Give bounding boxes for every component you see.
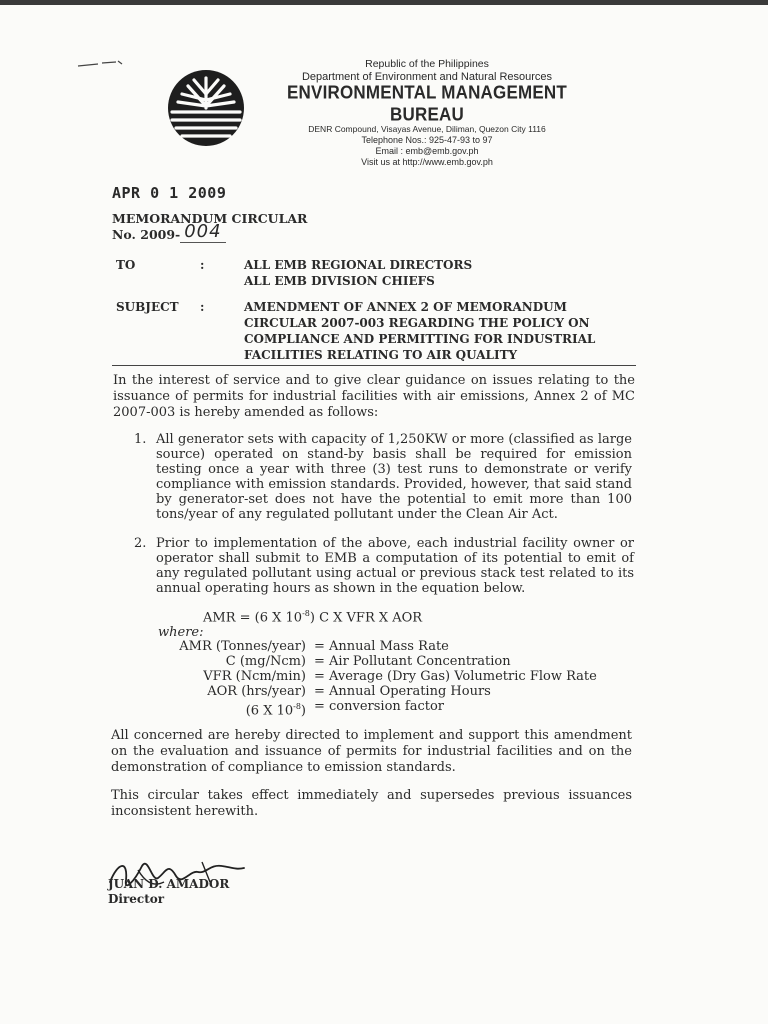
letterhead-email: Email : emb@emb.gov.ph (375, 146, 479, 156)
equation-rhs: ) C X VFR X AOR (309, 610, 423, 626)
definition-text: = Air Pollutant Concentration (314, 654, 511, 669)
circular-heading (112, 211, 307, 242)
definition-term: VFR (Ncm/min) (203, 669, 306, 684)
item-1-text: All generator sets with capacity of 1,250KW or more (classified as large source) operated on stand-by basis shall be required for emission testing once a year with three (3) test runs to demonstrate or verify compliance with emission standards. Provided, however, that said stand by generator-set does not have the potential to emit more than 100 tons/year of any regulated pollutant under the Clean Air Act. (156, 432, 632, 522)
definition-text: = conversion factor (314, 699, 445, 714)
item-2-text: Prior to implementation of the above, each industrial facility owner or operator shall submit to EMB a computation of its potential to emit of any regulated pollutant using actual or previous stack test related to its annual operating hours as shown in the equation below. (156, 536, 634, 596)
emb-tree-logo-icon (166, 68, 246, 148)
signatory-name: JUAN D. AMADOR (108, 877, 230, 891)
circular-number (112, 221, 307, 242)
definition-text: = Average (Dry Gas) Volumetric Flow Rate (314, 669, 597, 684)
definition-term-prefix: (6 X 10 (245, 703, 294, 719)
header-divider (112, 365, 636, 366)
letterhead-bureau: ENVIRONMENTAL MANAGEMENT BUREAU (287, 82, 567, 125)
closing-paragraph-2: This circular takes effect immediately and supersedes previous issuances inconsistent herewith. (111, 788, 632, 819)
definition-text: = Annual Operating Hours (314, 684, 491, 699)
letterhead (262, 58, 592, 168)
date-stamp: APR 0 1 2009 (112, 184, 227, 202)
definition-text: = Annual Mass Rate (314, 639, 449, 654)
letterhead-telephone: Telephone Nos.: 925-47-93 to 97 (361, 135, 493, 145)
definition-term: AOR (hrs/year) (207, 684, 306, 699)
signatory-title: Director (108, 892, 165, 906)
subject-colon: : (200, 300, 205, 314)
definition-term-exponent: -8 (293, 702, 301, 711)
to-colon: : (200, 258, 205, 272)
to-line-1: ALL EMB REGIONAL DIRECTORS (244, 258, 473, 272)
letterhead-address: DENR Compound, Visayas Avenue, Diliman, Quezon City 1116 (308, 124, 546, 134)
letterhead-department: Department of Environment and Natural Resources (301, 71, 553, 83)
intro-paragraph: In the interest of service and to give clear guidance on issues relating to the issuance of permits for industrial facilities with air emissions, Annex 2 of MC 2007-003 is hereby amended as follows: (113, 373, 635, 420)
closing-paragraph-1: All concerned are hereby directed to implement and support this amendment on the evaluation and issuance of permits for industrial facilities and on the demonstration of compliance to emission standards. (111, 728, 632, 775)
circular-number-prefix: No. 2009- (112, 227, 181, 242)
definition-term (140, 699, 306, 718)
subject-label: SUBJECT (116, 300, 179, 314)
circular-title: MEMORANDUM CIRCULAR (112, 211, 308, 226)
definition-term: C (mg/Ncm) (225, 654, 306, 669)
letterhead-website: Visit us at http://www.emb.gov.ph (361, 157, 493, 167)
item-2-number: 2. (134, 536, 147, 551)
circular-number-handwritten: 004 (180, 221, 225, 243)
definition-term: AMR (Tonnes/year) (179, 639, 306, 654)
item-1-number: 1. (134, 432, 147, 447)
definition-term-suffix: ) (300, 703, 306, 719)
to-label: TO (116, 258, 136, 272)
letterhead-republic: Republic of the Philippines (365, 58, 489, 70)
pen-mark-icon (76, 58, 124, 70)
where-label: where: (158, 625, 204, 640)
amr-equation (203, 609, 422, 625)
equation-lhs: AMR = (6 X 10 (203, 610, 303, 626)
to-recipients (244, 257, 624, 289)
to-line-2: ALL EMB DIVISION CHIEFS (244, 274, 435, 288)
subject-text: AMENDMENT OF ANNEX 2 OF MEMORANDUM CIRCULAR 2007-003 REGARDING THE POLICY ON COMPLIANCE AND PERMITTING FOR INDUSTRIAL FACILITIES RELATING TO AIR QUALITY (244, 300, 596, 362)
equation-exponent: -8 (302, 609, 310, 618)
